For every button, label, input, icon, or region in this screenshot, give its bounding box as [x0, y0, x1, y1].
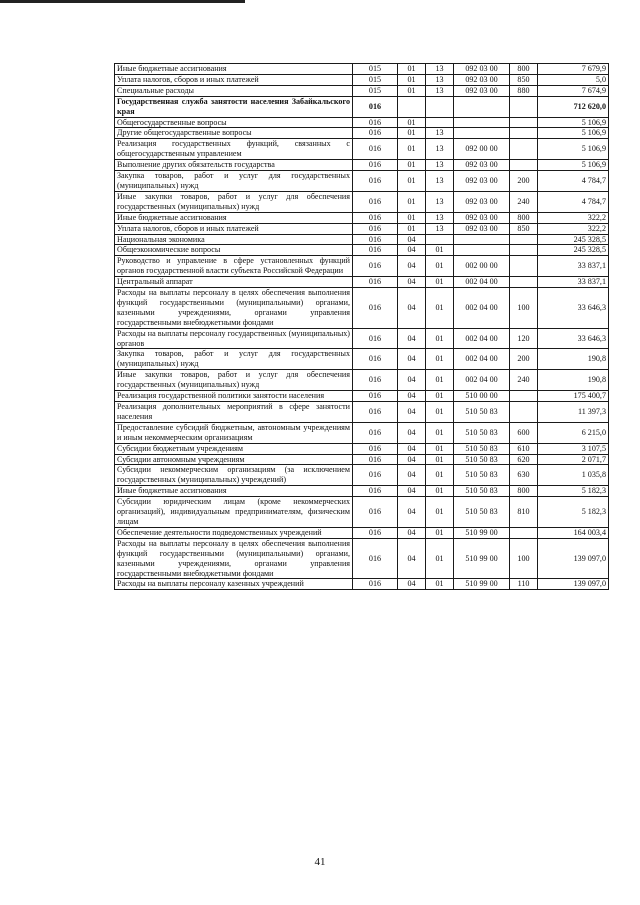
expense-type-cell: 100: [510, 538, 538, 579]
subsection-code-cell: 13: [426, 128, 454, 139]
subsection-code-cell: 01: [426, 422, 454, 443]
subsection-code-cell: 01: [426, 391, 454, 402]
target-article-cell: 510 99 00: [454, 538, 510, 579]
row-name-cell: Общегосударственные вопросы: [115, 117, 353, 128]
amount-cell: 5 182,3: [538, 497, 609, 528]
amount-cell: 5 182,3: [538, 486, 609, 497]
subsection-code-cell: 13: [426, 212, 454, 223]
section-code-cell: 04: [398, 538, 426, 579]
section-code-cell: 04: [398, 328, 426, 349]
subsection-code-cell: 01: [426, 288, 454, 329]
section-code-cell: 04: [398, 245, 426, 256]
expense-type-cell: 120: [510, 328, 538, 349]
subsection-code-cell: 13: [426, 191, 454, 212]
table-row: [115, 85, 609, 96]
subsection-code-cell: 13: [426, 139, 454, 160]
ministry-code-cell: 016: [353, 391, 398, 402]
section-code-cell: 04: [398, 370, 426, 391]
subsection-code-cell: 13: [426, 74, 454, 85]
amount-cell: 3 107,5: [538, 443, 609, 454]
page-number: 41: [314, 856, 326, 868]
table-row: [115, 212, 609, 223]
section-code-cell: 01: [398, 212, 426, 223]
row-name-cell: Реализация дополнительных мероприятий в сфере занятости населения: [115, 402, 353, 423]
expense-type-cell: 200: [510, 349, 538, 370]
table-row: [115, 349, 609, 370]
table-row: [115, 277, 609, 288]
expense-type-cell: 850: [510, 74, 538, 85]
ministry-code-cell: 016: [353, 245, 398, 256]
row-name-cell: Иные бюджетные ассигнования: [115, 64, 353, 75]
expense-type-cell: 850: [510, 223, 538, 234]
expense-type-cell: [510, 402, 538, 423]
table-row: [115, 234, 609, 245]
ministry-code-cell: 016: [353, 454, 398, 465]
ministry-code-cell: 016: [353, 171, 398, 192]
target-article-cell: 510 99 00: [454, 579, 510, 590]
row-name-cell: Иные закупки товаров, работ и услуг для обеспечения государственных (муниципальных) нужд: [115, 191, 353, 212]
row-name-cell: Выполнение других обязательств государства: [115, 160, 353, 171]
row-name-cell: Иные бюджетные ассигнования: [115, 212, 353, 223]
row-name-cell: Предоставление субсидий бюджетным, автономным учреждениям и иным некоммерческим организациям: [115, 422, 353, 443]
row-name-cell: Закупка товаров, работ и услуг для государственных (муниципальных) нужд: [115, 349, 353, 370]
target-article-cell: 092 00 00: [454, 139, 510, 160]
expense-type-cell: [510, 139, 538, 160]
ministry-code-cell: 016: [353, 223, 398, 234]
amount-cell: 164 003,4: [538, 527, 609, 538]
subsection-code-cell: 01: [426, 256, 454, 277]
row-name-cell: Государственная служба занятости населения Забайкальского края: [115, 96, 353, 117]
target-article-cell: 092 03 00: [454, 64, 510, 75]
ministry-code-cell: 016: [353, 277, 398, 288]
subsection-code-cell: 13: [426, 223, 454, 234]
amount-cell: 5 106,9: [538, 160, 609, 171]
ministry-code-cell: 016: [353, 191, 398, 212]
subsection-code-cell: 01: [426, 370, 454, 391]
row-name-cell: Общеэкономические вопросы: [115, 245, 353, 256]
table-row: [115, 160, 609, 171]
target-article-cell: 092 03 00: [454, 191, 510, 212]
expense-type-cell: [510, 277, 538, 288]
section-code-cell: 04: [398, 402, 426, 423]
section-code-cell: 01: [398, 160, 426, 171]
section-code-cell: 04: [398, 277, 426, 288]
amount-cell: 33 646,3: [538, 288, 609, 329]
section-code-cell: 04: [398, 422, 426, 443]
row-name-cell: Другие общегосударственные вопросы: [115, 128, 353, 139]
table-row: [115, 223, 609, 234]
row-name-cell: Расходы на выплаты персоналу в целях обеспечения выполнения функций государственными (муниципальными) органами, казенными учреждениями, органами управления государственными внебюджетными фондами: [115, 288, 353, 329]
row-name-cell: Субсидии автономным учреждениям: [115, 454, 353, 465]
amount-cell: 5 106,9: [538, 139, 609, 160]
expense-type-cell: 110: [510, 579, 538, 590]
target-article-cell: 510 50 83: [454, 486, 510, 497]
table-row: [115, 402, 609, 423]
section-code-cell: 01: [398, 85, 426, 96]
subsection-code-cell: 01: [426, 443, 454, 454]
table-row: [115, 486, 609, 497]
expense-type-cell: 600: [510, 422, 538, 443]
ministry-code-cell: 016: [353, 328, 398, 349]
subsection-code-cell: 13: [426, 160, 454, 171]
subsection-code-cell: [426, 234, 454, 245]
table-row: [115, 579, 609, 590]
section-code-cell: 01: [398, 64, 426, 75]
row-name-cell: Специальные расходы: [115, 85, 353, 96]
ministry-code-cell: 016: [353, 538, 398, 579]
amount-cell: 245 328,5: [538, 234, 609, 245]
section-code-cell: 04: [398, 579, 426, 590]
row-name-cell: Субсидии некоммерческим организациям (за исключением государственных (муниципальных) учреждений): [115, 465, 353, 486]
ministry-code-cell: 016: [353, 402, 398, 423]
section-code-cell: 04: [398, 391, 426, 402]
row-name-cell: Реализация государственной политики занятости населения: [115, 391, 353, 402]
target-article-cell: 510 50 83: [454, 454, 510, 465]
target-article-cell: 510 50 83: [454, 422, 510, 443]
expense-type-cell: [510, 256, 538, 277]
amount-cell: 322,2: [538, 223, 609, 234]
subsection-code-cell: 01: [426, 538, 454, 579]
section-code-cell: 04: [398, 443, 426, 454]
section-code-cell: 04: [398, 486, 426, 497]
target-article-cell: [454, 117, 510, 128]
target-article-cell: 002 04 00: [454, 328, 510, 349]
target-article-cell: [454, 234, 510, 245]
expense-type-cell: [510, 391, 538, 402]
ministry-code-cell: 016: [353, 486, 398, 497]
subsection-code-cell: 01: [426, 579, 454, 590]
subsection-code-cell: [426, 96, 454, 117]
expense-type-cell: [510, 128, 538, 139]
subsection-code-cell: 01: [426, 497, 454, 528]
amount-cell: 6 215,0: [538, 422, 609, 443]
target-article-cell: 510 50 83: [454, 402, 510, 423]
table-row: [115, 96, 609, 117]
ministry-code-cell: 016: [353, 443, 398, 454]
amount-cell: 139 097,0: [538, 579, 609, 590]
ministry-code-cell: 016: [353, 117, 398, 128]
section-code-cell: 01: [398, 191, 426, 212]
target-article-cell: 092 03 00: [454, 223, 510, 234]
expense-type-cell: 240: [510, 191, 538, 212]
amount-cell: 2 071,7: [538, 454, 609, 465]
subsection-code-cell: 01: [426, 349, 454, 370]
amount-cell: 33 837,1: [538, 256, 609, 277]
expense-type-cell: [510, 527, 538, 538]
row-name-cell: Национальная экономика: [115, 234, 353, 245]
row-name-cell: Расходы на выплаты персоналу казенных учреждений: [115, 579, 353, 590]
ministry-code-cell: 016: [353, 465, 398, 486]
subsection-code-cell: [426, 117, 454, 128]
ministry-code-cell: 016: [353, 96, 398, 117]
target-article-cell: 510 00 00: [454, 391, 510, 402]
target-article-cell: 092 03 00: [454, 85, 510, 96]
table-row: [115, 64, 609, 75]
subsection-code-cell: 01: [426, 527, 454, 538]
amount-cell: 322,2: [538, 212, 609, 223]
ministry-code-cell: 016: [353, 370, 398, 391]
row-name-cell: Центральный аппарат: [115, 277, 353, 288]
table-row: [115, 171, 609, 192]
target-article-cell: [454, 96, 510, 117]
subsection-code-cell: 01: [426, 454, 454, 465]
table-row: [115, 191, 609, 212]
subsection-code-cell: 01: [426, 328, 454, 349]
table-body: [115, 64, 609, 590]
expense-type-cell: 100: [510, 288, 538, 329]
subsection-code-cell: 01: [426, 465, 454, 486]
amount-cell: 5,0: [538, 74, 609, 85]
section-code-cell: 04: [398, 465, 426, 486]
expense-type-cell: 880: [510, 85, 538, 96]
amount-cell: 175 400,7: [538, 391, 609, 402]
table-row: [115, 538, 609, 579]
expense-type-cell: 800: [510, 64, 538, 75]
section-code-cell: 01: [398, 74, 426, 85]
section-code-cell: 04: [398, 497, 426, 528]
target-article-cell: 510 50 83: [454, 497, 510, 528]
expense-type-cell: 610: [510, 443, 538, 454]
table-row: [115, 391, 609, 402]
row-name-cell: Расходы на выплаты персоналу государственных (муниципальных) органов: [115, 328, 353, 349]
target-article-cell: [454, 245, 510, 256]
top-rule: [0, 0, 245, 3]
amount-cell: 139 097,0: [538, 538, 609, 579]
section-code-cell: 01: [398, 171, 426, 192]
ministry-code-cell: 016: [353, 139, 398, 160]
table-row: [115, 245, 609, 256]
section-code-cell: 04: [398, 256, 426, 277]
expense-type-cell: 620: [510, 454, 538, 465]
target-article-cell: 092 03 00: [454, 160, 510, 171]
table-row: [115, 74, 609, 85]
amount-cell: 4 784,7: [538, 171, 609, 192]
expense-type-cell: 810: [510, 497, 538, 528]
target-article-cell: 002 04 00: [454, 349, 510, 370]
amount-cell: 33 837,1: [538, 277, 609, 288]
section-code-cell: 01: [398, 223, 426, 234]
subsection-code-cell: 01: [426, 402, 454, 423]
ministry-code-cell: 016: [353, 527, 398, 538]
row-name-cell: Уплата налогов, сборов и иных платежей: [115, 74, 353, 85]
ministry-code-cell: 015: [353, 85, 398, 96]
ministry-code-cell: 016: [353, 160, 398, 171]
row-name-cell: Обеспечение деятельности подведомственных учреждений: [115, 527, 353, 538]
table-row: [115, 443, 609, 454]
ministry-code-cell: 016: [353, 288, 398, 329]
expense-type-cell: [510, 160, 538, 171]
amount-cell: 33 646,3: [538, 328, 609, 349]
table-row: [115, 465, 609, 486]
table-row: [115, 128, 609, 139]
target-article-cell: 002 04 00: [454, 370, 510, 391]
section-code-cell: 04: [398, 234, 426, 245]
row-name-cell: Закупка товаров, работ и услуг для государственных (муниципальных) нужд: [115, 171, 353, 192]
subsection-code-cell: 01: [426, 277, 454, 288]
amount-cell: 712 620,0: [538, 96, 609, 117]
table-row: [115, 454, 609, 465]
subsection-code-cell: 13: [426, 85, 454, 96]
expense-type-cell: [510, 234, 538, 245]
amount-cell: 7 674,9: [538, 85, 609, 96]
section-code-cell: 04: [398, 288, 426, 329]
target-article-cell: 092 03 00: [454, 171, 510, 192]
table-row: [115, 422, 609, 443]
table-row: [115, 256, 609, 277]
row-name-cell: Субсидии бюджетным учреждениям: [115, 443, 353, 454]
section-code-cell: 04: [398, 454, 426, 465]
row-name-cell: Иные бюджетные ассигнования: [115, 486, 353, 497]
ministry-code-cell: 015: [353, 74, 398, 85]
section-code-cell: 01: [398, 139, 426, 160]
row-name-cell: Реализация государственных функций, связанных с общегосударственным управлением: [115, 139, 353, 160]
target-article-cell: 510 50 83: [454, 465, 510, 486]
target-article-cell: [454, 128, 510, 139]
section-code-cell: 01: [398, 128, 426, 139]
ministry-code-cell: 016: [353, 256, 398, 277]
target-article-cell: 510 99 00: [454, 527, 510, 538]
target-article-cell: 092 03 00: [454, 212, 510, 223]
table-row: [115, 117, 609, 128]
subsection-code-cell: 01: [426, 486, 454, 497]
expense-type-cell: 240: [510, 370, 538, 391]
target-article-cell: 002 04 00: [454, 277, 510, 288]
section-code-cell: [398, 96, 426, 117]
ministry-code-cell: 016: [353, 212, 398, 223]
table-row: [115, 288, 609, 329]
amount-cell: 11 397,3: [538, 402, 609, 423]
subsection-code-cell: 13: [426, 171, 454, 192]
ministry-code-cell: 016: [353, 497, 398, 528]
amount-cell: 190,8: [538, 370, 609, 391]
expense-type-cell: 800: [510, 212, 538, 223]
target-article-cell: 002 04 00: [454, 288, 510, 329]
amount-cell: 1 035,8: [538, 465, 609, 486]
ministry-code-cell: 016: [353, 422, 398, 443]
expense-type-cell: 630: [510, 465, 538, 486]
target-article-cell: 002 00 00: [454, 256, 510, 277]
expense-type-cell: 200: [510, 171, 538, 192]
ministry-code-cell: 015: [353, 64, 398, 75]
amount-cell: 7 679,9: [538, 64, 609, 75]
table-row: [115, 497, 609, 528]
amount-cell: 4 784,7: [538, 191, 609, 212]
ministry-code-cell: 016: [353, 234, 398, 245]
target-article-cell: 510 50 83: [454, 443, 510, 454]
section-code-cell: 01: [398, 117, 426, 128]
table-row: [115, 139, 609, 160]
budget-table: [114, 63, 609, 590]
table-row: [115, 370, 609, 391]
row-name-cell: Руководство и управление в сфере установленных функций органов государственной власти субъекта Российской Федерации: [115, 256, 353, 277]
ministry-code-cell: 016: [353, 349, 398, 370]
expense-type-cell: [510, 117, 538, 128]
amount-cell: 5 106,9: [538, 117, 609, 128]
subsection-code-cell: 01: [426, 245, 454, 256]
row-name-cell: Расходы на выплаты персоналу в целях обеспечения выполнения функций государственными (муниципальными) органами, казенными учреждениями, органами управления государственными внебюджетными фондами: [115, 538, 353, 579]
amount-cell: 5 106,9: [538, 128, 609, 139]
subsection-code-cell: 13: [426, 64, 454, 75]
table-row: [115, 527, 609, 538]
expense-type-cell: 800: [510, 486, 538, 497]
expense-type-cell: [510, 96, 538, 117]
row-name-cell: Иные закупки товаров, работ и услуг для обеспечения государственных (муниципальных) нужд: [115, 370, 353, 391]
table-row: [115, 328, 609, 349]
section-code-cell: 04: [398, 527, 426, 538]
amount-cell: 190,8: [538, 349, 609, 370]
expense-type-cell: [510, 245, 538, 256]
ministry-code-cell: 016: [353, 579, 398, 590]
row-name-cell: Субсидии юридическим лицам (кроме некоммерческих организаций), индивидуальным предпринимателям, физическим лицам: [115, 497, 353, 528]
row-name-cell: Уплата налогов, сборов и иных платежей: [115, 223, 353, 234]
target-article-cell: 092 03 00: [454, 74, 510, 85]
ministry-code-cell: 016: [353, 128, 398, 139]
amount-cell: 245 328,5: [538, 245, 609, 256]
section-code-cell: 04: [398, 349, 426, 370]
